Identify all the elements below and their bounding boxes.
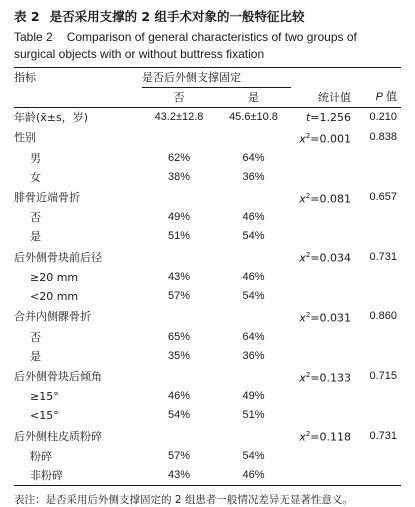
header-indicator: 指标	[14, 68, 142, 88]
cell-yes: 46%	[242, 211, 265, 224]
table-row	[14, 347, 401, 366]
cell-no	[142, 425, 216, 447]
row-label: 非粉碎	[14, 466, 142, 486]
row-label: 后外侧骨块前后径	[14, 250, 102, 264]
cell-yes	[216, 425, 291, 447]
cell-stat	[291, 168, 353, 187]
table-row	[14, 127, 401, 149]
cell-no	[142, 127, 216, 149]
row-label: 后外侧骨块后倾角	[14, 369, 102, 383]
table-note: 表注：是否采用后外侧支撑固定的 2 组患者一般情况差异无显著性意义。	[14, 493, 353, 506]
cell-p	[353, 447, 401, 466]
header-stat: 统计值	[291, 88, 353, 108]
cell-yes: 54%	[242, 289, 265, 302]
cell-p	[353, 466, 401, 486]
header-empty-stat	[291, 68, 353, 88]
header-p	[353, 88, 401, 108]
row-label: 男	[30, 151, 41, 165]
row-label: 后外侧柱皮质粉碎	[14, 429, 102, 443]
cell-p	[353, 227, 401, 246]
cell-yes	[216, 306, 291, 328]
cell-no: 57%	[167, 289, 191, 302]
row-label: 合并内侧髁骨折	[14, 310, 91, 324]
cell-no	[142, 306, 216, 328]
cell-no: 57%	[167, 449, 191, 462]
cell-no: 43%	[167, 270, 191, 283]
cell-yes: 49%	[242, 390, 265, 403]
row-label: 女	[30, 170, 41, 184]
header-row-1	[14, 68, 401, 88]
cell-yes: 46%	[242, 270, 265, 283]
cell-p	[353, 268, 401, 287]
header-empty-p	[353, 68, 401, 88]
cell-no: 43%	[142, 466, 216, 486]
table-row	[14, 149, 401, 168]
row-label: 性别	[14, 131, 36, 145]
cell-stat	[291, 268, 353, 287]
table-row	[14, 447, 401, 466]
cell-yes: 46%	[216, 466, 291, 486]
table-row	[14, 227, 401, 246]
cell-yes	[216, 127, 291, 149]
characteristics-table	[14, 67, 401, 486]
header-empty-indicator	[14, 88, 142, 108]
cell-stat: $x^2=0.001$	[299, 132, 351, 146]
row-label: ≥15°	[30, 390, 59, 404]
cell-p	[353, 168, 401, 187]
cell-stat	[291, 387, 353, 406]
table-row	[14, 366, 401, 388]
table-title-cn-text: 是否采用支撑的 2 组手术对象的一般特征比较	[49, 9, 305, 24]
cell-no: 35%	[167, 349, 191, 362]
table-row	[14, 108, 401, 128]
table-row	[14, 425, 401, 447]
header-row-2	[14, 88, 401, 108]
cell-no: 49%	[167, 211, 191, 224]
cell-p	[353, 149, 401, 168]
cell-stat	[291, 287, 353, 306]
cell-stat	[291, 208, 353, 227]
table-row	[14, 287, 401, 306]
cell-p: 0.731	[369, 429, 397, 442]
cell-p: 0.657	[369, 190, 397, 203]
cell-stat	[291, 347, 353, 366]
cell-yes: 64%	[242, 151, 265, 164]
cell-p	[353, 287, 401, 306]
cell-stat: $x^2=0.031$	[299, 310, 351, 325]
table-row	[14, 246, 401, 268]
cell-yes: 54%	[242, 449, 265, 462]
table-row	[14, 387, 401, 406]
row-label: 年龄(x̄±s，岁)	[14, 111, 89, 124]
table-row	[14, 406, 401, 425]
cell-yes: 64%	[242, 330, 265, 343]
cell-stat: $x^2=0.081$	[299, 191, 351, 206]
header-p-rest: 值	[382, 90, 397, 103]
row-label: 否	[30, 211, 41, 225]
table-number-en: Table 2	[14, 30, 53, 44]
table-number-cn: 表 2	[14, 9, 40, 24]
cell-p: 0.860	[369, 310, 397, 323]
table-row	[14, 187, 401, 209]
cell-yes: 36%	[242, 170, 265, 183]
cell-yes	[216, 187, 291, 209]
cell-no: 54%	[167, 409, 191, 422]
row-label: ≥20 mm	[30, 270, 79, 284]
row-label: 否	[30, 330, 41, 344]
cell-p: 0.210	[369, 111, 397, 123]
table-title-en-text: Comparison of general characteristics of two groups of surgical objects with or without buttress fixation	[14, 30, 357, 61]
cell-no: 62%	[167, 151, 191, 164]
cell-stat: $x^2=0.133$	[299, 370, 351, 385]
cell-stat	[291, 328, 353, 347]
cell-p	[353, 347, 401, 366]
table-row	[14, 328, 401, 347]
row-label: 粉碎	[30, 449, 52, 463]
cell-stat	[291, 406, 353, 425]
cell-no	[142, 187, 216, 209]
cell-p: 0.731	[369, 250, 397, 263]
row-label: <20 mm	[30, 289, 79, 303]
cell-yes: 45.6±10.8	[229, 111, 278, 123]
header-p-italic: P	[375, 90, 383, 103]
header-group	[142, 68, 291, 88]
header-group-text: 是否后外侧支撑固定	[142, 71, 241, 84]
table-row	[14, 466, 401, 486]
cell-no: 38%	[167, 170, 191, 183]
header-yes: 是	[216, 88, 291, 108]
cell-p	[353, 387, 401, 406]
row-label: 腓骨近端骨折	[14, 190, 80, 204]
table-row	[14, 168, 401, 187]
cell-p: 0.715	[369, 369, 397, 382]
table-row	[14, 268, 401, 287]
cell-no	[142, 246, 216, 268]
cell-stat: t=1.256	[305, 111, 351, 124]
row-label: 是	[30, 349, 41, 363]
cell-no: 43.2±12.8	[154, 111, 204, 123]
cell-p: 0.838	[369, 131, 397, 144]
table-title-en	[14, 29, 401, 63]
cell-yes: 51%	[242, 409, 265, 422]
cell-p	[353, 406, 401, 425]
cell-stat	[291, 227, 353, 246]
row-label: 是	[30, 230, 41, 244]
header-no: 否	[142, 88, 216, 108]
cell-stat: $x^2=0.118$	[299, 430, 351, 444]
cell-yes: 54%	[242, 230, 265, 243]
cell-no: 51%	[167, 230, 191, 243]
cell-stat: $x^2=0.034$	[299, 251, 351, 265]
cell-stat	[291, 447, 353, 466]
row-label: <15°	[30, 409, 59, 423]
table-row	[14, 208, 401, 227]
cell-p	[353, 328, 401, 347]
cell-no: 65%	[167, 330, 191, 343]
cell-stat	[291, 149, 353, 168]
cell-yes: 36%	[242, 349, 265, 362]
cell-p	[353, 208, 401, 227]
cell-no: 46%	[167, 390, 191, 403]
table-row	[14, 306, 401, 328]
cell-yes	[216, 246, 291, 268]
cell-stat	[291, 466, 353, 486]
table-title-cn	[14, 8, 401, 26]
cell-yes	[216, 366, 291, 388]
cell-no	[142, 366, 216, 388]
